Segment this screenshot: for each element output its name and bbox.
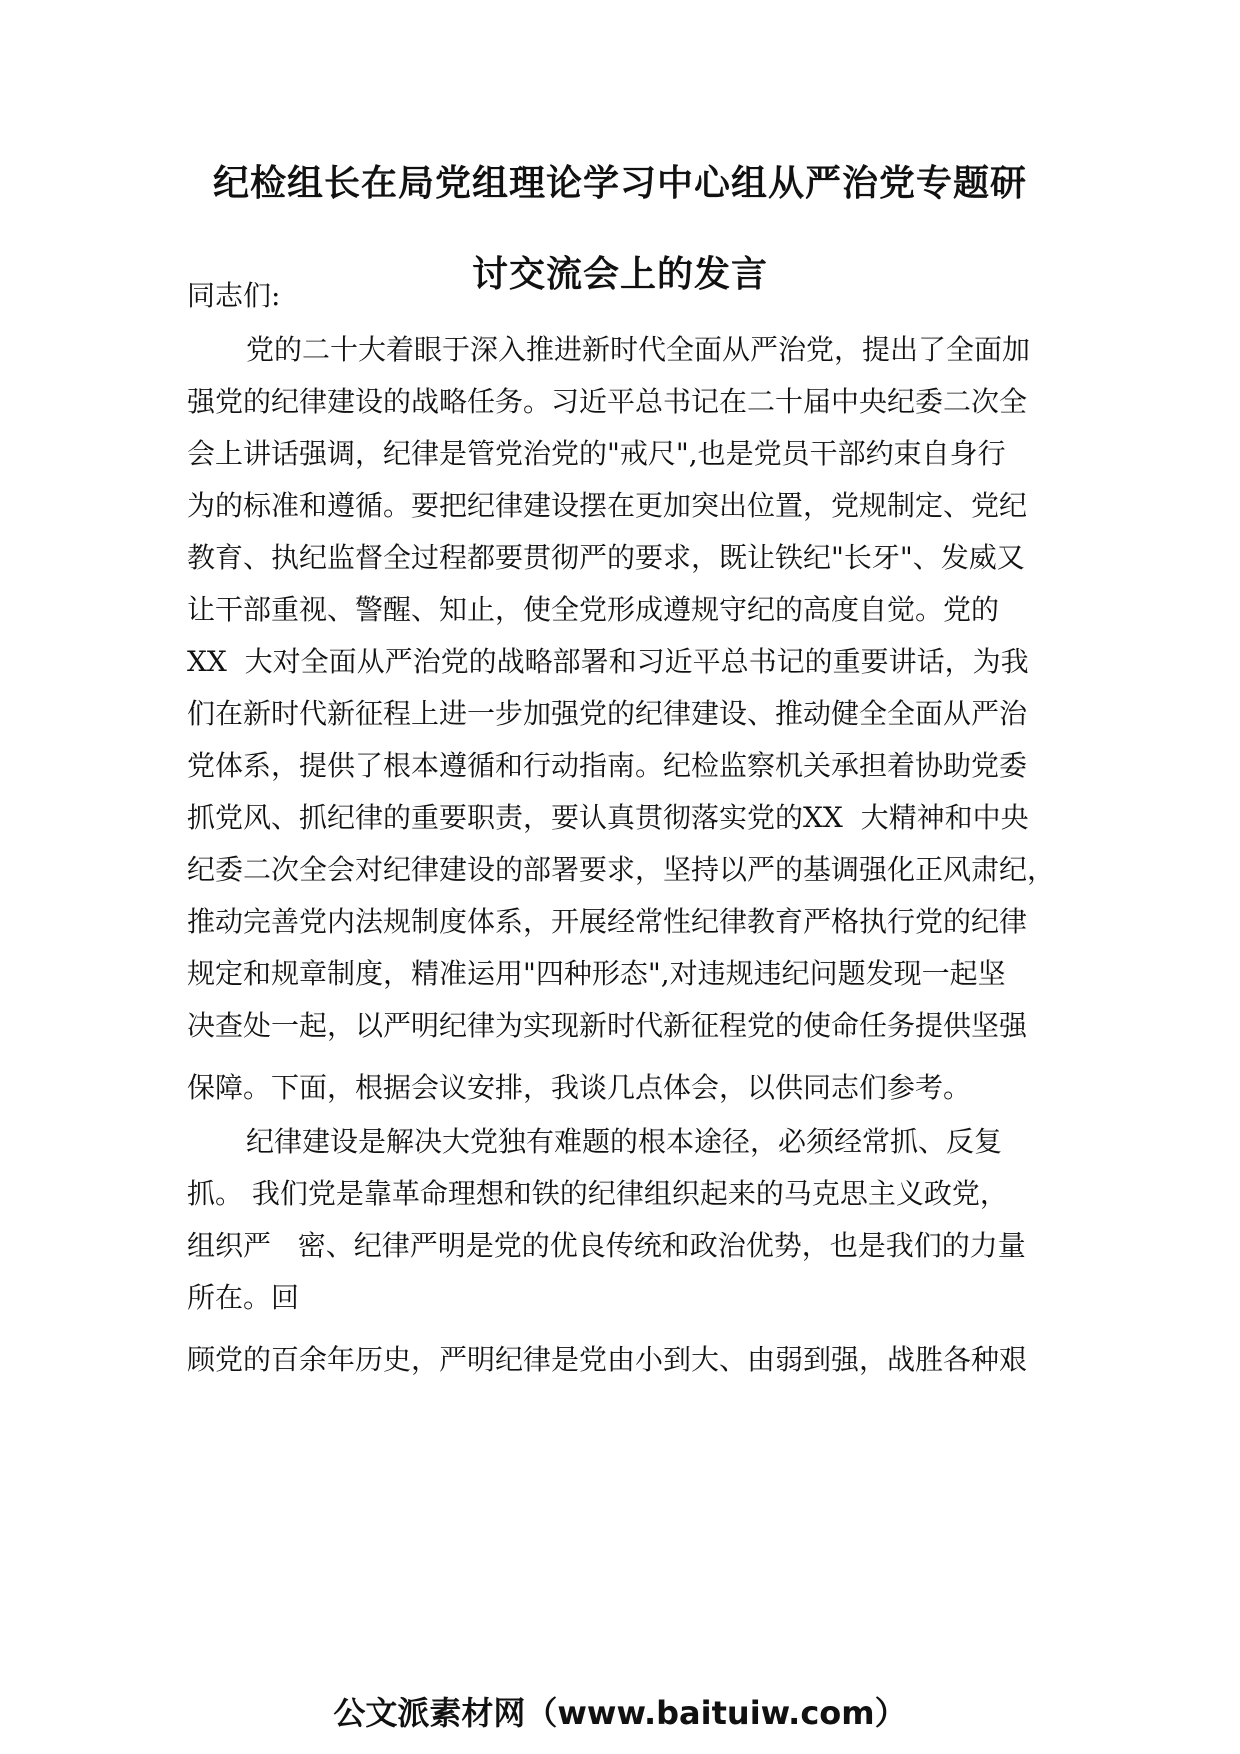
body-line: 抓。 我们党是靠革命理想和铁的纪律组织起来的马克思主义政党， [187,1177,1008,1210]
body-line: 顾党的百余年历史，严明纪律是党由小到大、由弱到强，战胜各种艰 [187,1343,1028,1376]
body-line: 纪委二次全会对纪律建设的部署要求，坚持以严的基调强化正风肃纪， [187,853,1056,886]
body-line: XX 大对全面从严治党的战略部署和习近平总书记的重要讲话，为我 [187,645,1029,678]
document-title-line-2: 讨交流会上的发言 [471,254,768,295]
body-line: 党体系，提供了根本遵循和行动指南。纪检监察机关承担着协助党委 [187,749,1028,782]
body-line: 所在。回 [187,1281,300,1314]
body-line: 推动完善党内法规制度体系，开展经常性纪律教育严格执行党的纪律 [187,905,1028,938]
body-line: 纪律建设是解决大党独有难题的根本途径，必须经常抓、反复 [246,1125,1003,1158]
document-title-line-1: 纪检组长在局党组理论学习中心组从严治党专题研 [212,163,1027,204]
body-line: 会上讲话强调，纪律是管党治党的"戒尺",也是党员干部约束自身行 [187,437,1006,470]
body-line: 们在新时代新征程上进一步加强党的纪律建设、推动健全全面从严治 [187,697,1028,730]
footer-source-text: 公文派素材网（www.baituiw.com） [333,1694,907,1732]
body-line: 决查处一起，以严明纪律为实现新时代新征程党的使命任务提供坚强 [187,1009,1028,1042]
body-line: 抓党风、抓纪律的重要职责，要认真贯彻落实党的XX 大精神和中央 [187,801,1029,834]
body-line: 让干部重视、警醒、知止，使全党形成遵规守纪的高度自觉。党的 [187,593,1000,626]
body-line: 强党的纪律建设的战略任务。习近平总书记在二十届中央纪委二次全 [187,385,1028,418]
body-line: 组织严 密、纪律严明是党的优良传统和政治优势，也是我们的力量 [187,1229,1026,1262]
salutation: 同志们: [187,279,281,312]
body-line: 为的标准和遵循。要把纪律建设摆在更加突出位置，党规制定、党纪 [187,489,1028,522]
body-line: 教育、执纪监督全过程都要贯彻严的要求，既让铁纪"长牙"、发威又 [187,541,1025,574]
body-line: 党的二十大着眼于深入推进新时代全面从严治党，提出了全面加 [246,333,1031,366]
body-line: 保障。下面，根据会议安排，我谈几点体会，以供同志们参考。 [187,1071,972,1104]
body-line: 规定和规章制度，精准运用"四种形态",对违规违纪问题发现一起坚 [187,957,1006,990]
